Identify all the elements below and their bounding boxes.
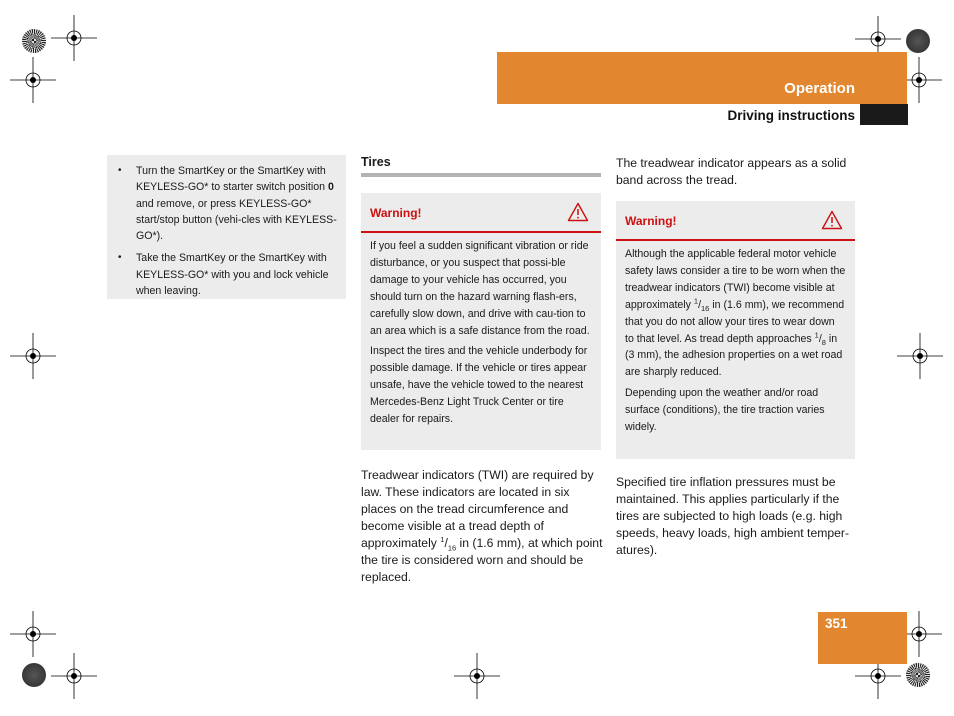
list-item: • Turn the SmartKey or the SmartKey with KEYLESS-GO* to starter switch position 0 and remove, or press KEYLESS-GO* start/stop button (vehi-cles with KEYLESS-GO*). <box>118 165 337 243</box>
color-rosette-icon <box>22 663 46 687</box>
registration-mark-icon <box>454 653 500 699</box>
warning-triangle-icon <box>567 202 589 222</box>
section-heading: Tires <box>361 155 391 169</box>
bullet-icon: • <box>118 165 122 176</box>
warning-label: Warning! <box>370 206 422 220</box>
subsection-title: Driving instructions <box>727 108 855 123</box>
warning-paragraph: If you feel a sudden significant vibration or ride disturbance, or you suspect that possi-ble damage to your vehicle has occurred, you should turn on the hazard warning flash-ers, carefully slow down, and drive with cau-tion to an area which is a safe distance from the road. <box>370 240 590 337</box>
instruction-box <box>107 155 346 299</box>
color-rosette-icon <box>906 29 930 53</box>
header-band <box>497 52 907 104</box>
warning-body <box>361 233 601 428</box>
warning-header <box>361 193 601 233</box>
twi-paragraph: Treadwear indicators (TWI) are required by law. These indicators are located in six places on the tread circumference and become visible at a tread depth of approximately $^1/_{16}$ in (1.6 mm), at which point the tire is considered worn and should be replaced. <box>361 468 603 584</box>
warning-triangle-icon <box>821 210 843 230</box>
registration-mark-icon <box>897 333 943 379</box>
list-item: • Take the SmartKey or the SmartKey with KEYLESS-GO* with you and lock vehicle when leaving. <box>118 252 329 298</box>
registration-mark-icon <box>51 15 97 61</box>
registration-mark-icon <box>10 611 56 657</box>
registration-mark-icon <box>10 333 56 379</box>
warning-paragraph: Inspect the tires and the vehicle underbody for possible damage. If the vehicle or tires appear unsafe, have the vehicle towed to the nearest Mercedes-Benz Light Truck Center or tire dealer for repairs. <box>370 345 588 426</box>
registration-mark-icon <box>51 653 97 699</box>
warning-header <box>616 201 855 241</box>
warning-box <box>616 201 855 459</box>
header-marker-block <box>860 104 908 125</box>
warning-body <box>616 241 855 436</box>
heading-divider <box>361 173 601 177</box>
page-number-band <box>818 612 907 664</box>
warning-paragraph: Depending upon the weather and/or road surface (conditions), the tire traction varies widely. <box>625 387 825 434</box>
warning-paragraph: Although the applicable federal motor vehicle safety laws consider a tire to be worn when the treadwear indicators (TWI) become visible at approximately $^1/_{16}$ in (1.6 mm), we recommend that you do not allow your tires to wear down to that level. As tread depth approaches $^1/_8$ in (3 mm), the adhesion properties on a wet road are sharply reduced. <box>625 248 846 379</box>
registration-mark-icon <box>10 57 56 103</box>
page-number: 351 <box>825 616 848 631</box>
inflation-paragraph: Specified tire inflation pressures must be maintained. This applies particularly if the tires are subjected to high loads (e.g. high speeds, heavy loads, high ambient temper-atures). <box>616 475 850 557</box>
intro-paragraph: The treadwear indicator appears as a solid band across the tread. <box>616 156 847 187</box>
warning-label: Warning! <box>625 214 677 228</box>
color-rosette-icon <box>22 29 46 53</box>
section-title: Operation <box>784 80 855 97</box>
bullet-icon: • <box>118 252 122 264</box>
color-rosette-icon <box>906 663 930 687</box>
warning-box <box>361 193 601 450</box>
